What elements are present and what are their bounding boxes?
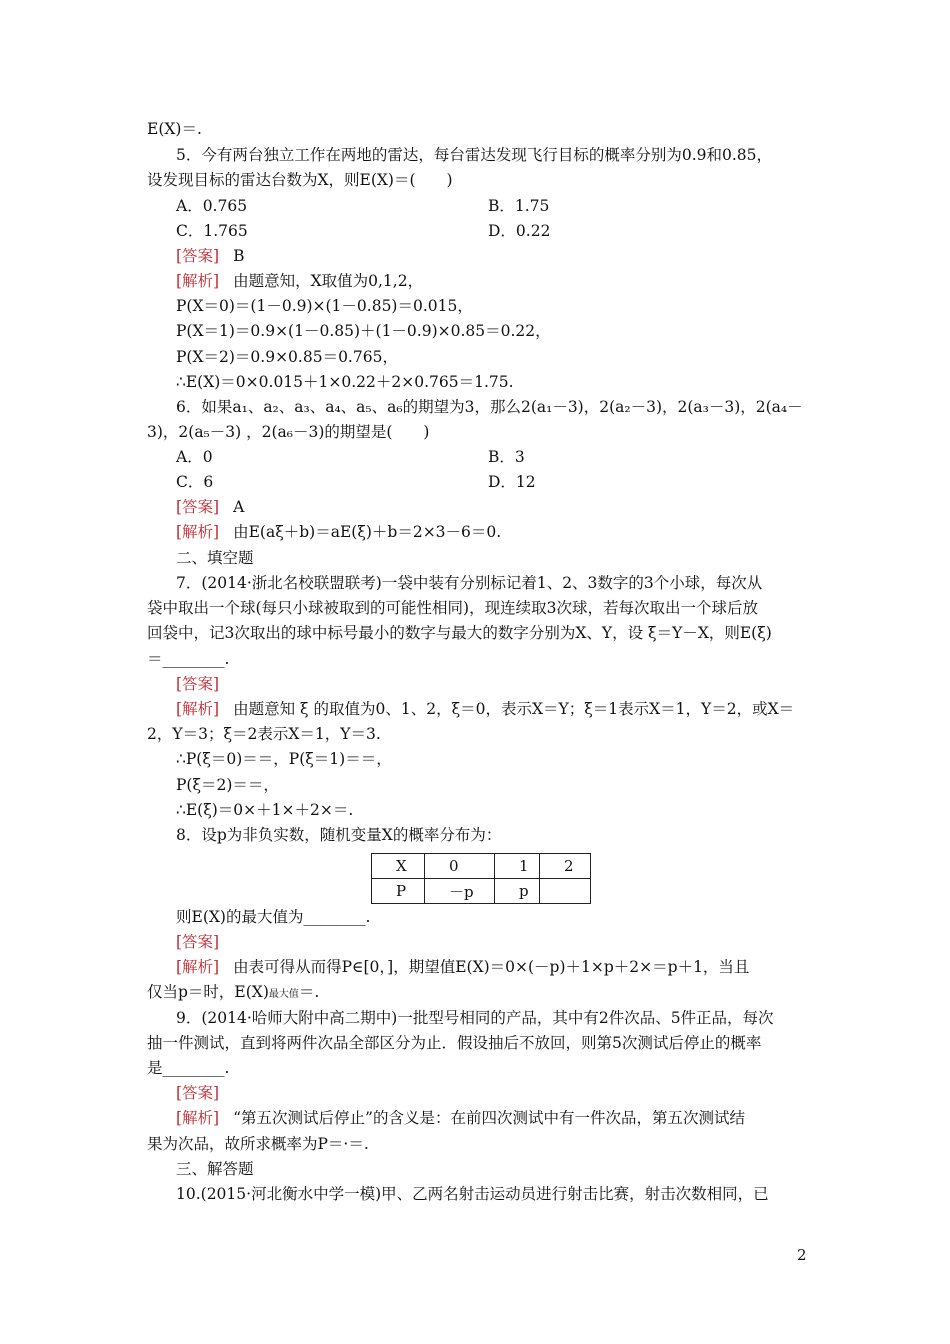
answer-line <box>176 1082 219 1104</box>
table-cell: p <box>495 879 540 904</box>
answer-tag: [答案] <box>176 933 220 951</box>
options-row <box>176 195 676 217</box>
text-line: P(X＝2)＝0.9×0.85＝0.765， <box>176 348 398 366</box>
analysis-tag: [解析] <box>176 523 220 541</box>
text-line: P(X＝0)＝(1－0.9)×(1－0.85)＝0.015， <box>176 297 473 315</box>
text-line: E(X)＝. <box>147 120 202 138</box>
analysis-line: [解析] 由表可得从而得P∈[0，]，期望值E(X)＝0×(－p)＋1×p＋2×＝p＋1，当且 <box>176 958 750 976</box>
question-8: 8．设p为非负实数，随机变量X的概率分布为： <box>176 826 502 844</box>
text-line: 设发现目标的雷达台数为X，则E(X)＝( ) <box>147 171 453 189</box>
table-cell: 0 <box>425 854 495 879</box>
options-row <box>176 446 676 468</box>
section-heading: 三、解答题 <box>176 1160 254 1178</box>
text-line: ＝________. <box>147 650 230 668</box>
option-c: C．6 <box>176 473 214 491</box>
table-cell: 1 <box>495 854 540 879</box>
options-row <box>176 471 676 493</box>
analysis-line: [解析] 由题意知，X取值为0,1,2， <box>176 272 424 290</box>
option-c: C．1.765 <box>176 222 248 240</box>
text-line: 抽一件测试，直到将两件次品全部区分为止．假设抽后不放回，则第5次测试后停止的概率 <box>147 1034 762 1052</box>
table-cell <box>540 879 591 904</box>
option-d: D．12 <box>488 473 536 491</box>
options-row <box>176 220 676 242</box>
text-line: 回袋中，记3次取出的球中标号最小的数字与最大的数字分别为X、Y，设 ξ＝Y－X，则E(ξ) <box>147 624 772 642</box>
answer-line: [答案] A <box>176 498 245 516</box>
section-heading: 二、填空题 <box>176 549 254 567</box>
table-cell: －p <box>425 879 495 904</box>
text-line: ∴P(ξ＝0)＝＝，P(ξ＝1)＝＝， <box>176 750 392 768</box>
text-line: 袋中取出一个球(每只小球被取到的可能性相同)，现连续取3次球，若每次取出一个球后放 <box>147 599 758 617</box>
text-line: P(ξ＝2)＝＝， <box>176 776 279 794</box>
text-line: ∴E(ξ)＝0×＋1×＋2×＝. <box>176 801 354 819</box>
analysis-line: [解析] “第五次测试后停止”的含义是：在前四次测试中有一件次品，第五次测试结 <box>176 1109 745 1127</box>
analysis-tag: [解析] <box>176 958 220 976</box>
question-9: 9．(2014·哈师大附中高二期中)一批型号相同的产品，其中有2件次品、5件正品，每次 <box>176 1009 774 1027</box>
answer-tag: [答案] <box>176 1084 220 1102</box>
table-cell: P <box>372 879 425 904</box>
answer-line: [答案] B <box>176 247 245 265</box>
analysis-line: [解析] 由E(aξ＋b)＝aE(ξ)＋b＝2×3－6＝0. <box>176 523 502 541</box>
table-row <box>372 879 591 904</box>
option-b: B．3 <box>488 448 525 466</box>
analysis-tag: [解析] <box>176 700 220 718</box>
analysis-line: [解析] 由题意知 ξ 的取值为0、1、2，ξ＝0，表示X＝Y；ξ＝1表示X＝1，Y＝2，或X＝ <box>176 700 795 718</box>
option-d: D．0.22 <box>488 222 551 240</box>
question-6: 6．如果a₁、a₂、a₃、a₄、a₅、a₆的期望为3，那么2(a₁－3)，2(a₂－3)，2(a₃－3)，2(a₄－ <box>176 398 803 416</box>
table-cell: 2 <box>540 854 591 879</box>
answer-line <box>176 931 219 953</box>
analysis-tag: [解析] <box>176 272 220 290</box>
text-line: P(X＝1)＝0.9×(1－0.85)＋(1－0.9)×0.85＝0.22， <box>176 322 551 340</box>
analysis-tag: [解析] <box>176 1109 220 1127</box>
text-line: 2，Y＝3；ξ＝2表示X＝1，Y＝3. <box>147 725 381 743</box>
answer-tag: [答案] <box>176 675 220 693</box>
answer-line <box>176 673 219 695</box>
page-number: 2 <box>797 1246 807 1264</box>
table-row <box>372 854 591 879</box>
probability-table <box>371 853 591 904</box>
text-line: 果为次品，故所求概率为P＝·＝. <box>147 1135 369 1153</box>
answer-tag: [答案] <box>176 247 220 265</box>
table-cell: X <box>372 854 425 879</box>
text-line: 仅当p＝时，E(X)最大值＝. <box>147 983 320 1001</box>
option-b: B．1.75 <box>488 197 550 215</box>
option-a: A．0.765 <box>176 197 248 215</box>
question-7: 7．(2014·浙北名校联盟联考)一袋中装有分别标记着1、2、3数字的3个小球，每次从 <box>176 574 763 592</box>
text-line: 是________. <box>147 1059 230 1077</box>
question-10: 10.(2015·河北衡水中学一模)甲、乙两名射击运动员进行射击比赛，射击次数相同，已 <box>176 1185 769 1203</box>
text-line: 则E(X)的最大值为________. <box>176 908 371 926</box>
text-line: 3)，2(a₅－3) ，2(a₆－3)的期望是( ) <box>147 423 430 441</box>
text-line: ∴E(X)＝0×0.015＋1×0.22＋2×0.765＝1.75. <box>176 373 514 391</box>
question-5: 5．今有两台独立工作在两地的雷达，每台雷达发现飞行目标的概率分别为0.9和0.85， <box>176 146 773 164</box>
option-a: A．0 <box>176 448 213 466</box>
answer-tag: [答案] <box>176 498 220 516</box>
